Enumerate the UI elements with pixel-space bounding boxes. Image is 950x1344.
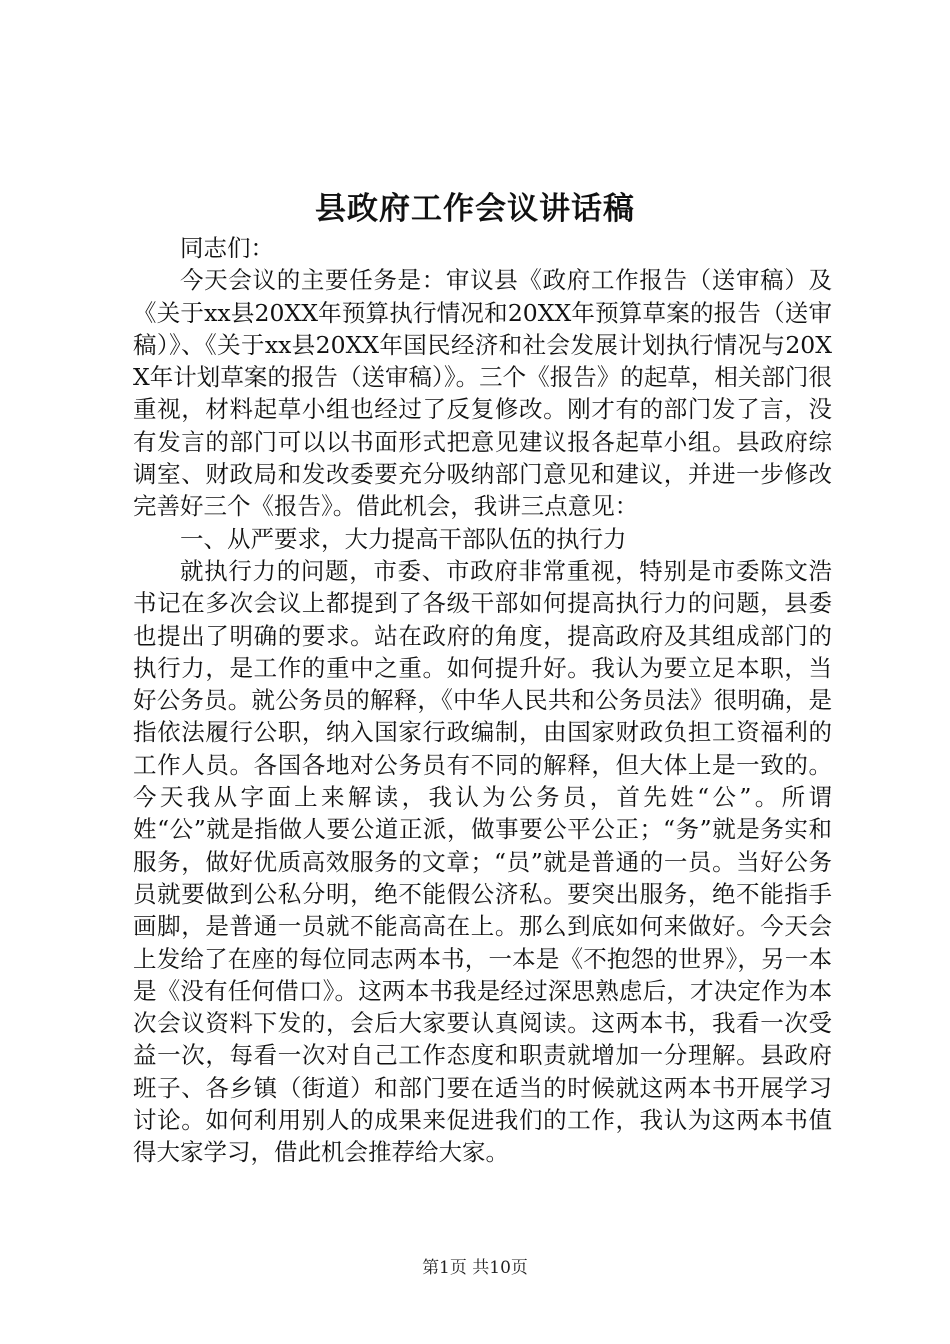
document-body xyxy=(133,232,832,1169)
section-heading: 一、从严要求，大力提高干部队伍的执行力 xyxy=(180,524,627,553)
page-number: 第1页 共10页 xyxy=(422,1258,528,1278)
salutation: 同志们： xyxy=(180,234,274,262)
body-paragraph: 今天会议的主要任务是：审议县《政府工作报告（送审稿）及《关于xx县20XX年预算执行情况和20XX年预算草案的报告（送审稿）》、《关于xx县20XX年国民经济和社会发展计划执行情况与20XX年计划草案的报告（送审稿）》。三个《报告》的起草，相关部门很重视，材料起草小组也经过了反复修改。刚才有的部门发了言，没有发言的部门可以以书面形式把意见建议报各起草小组。县政府综调室、财政局和发改委要充分吸纳部门意见和建议，并进一步修改完善好三个《报告》。借此机会，我讲三点意见： xyxy=(133,266,832,521)
document-title: 县政府工作会议讲话稿 xyxy=(315,191,635,227)
body-paragraph: 就执行力的问题，市委、市政府非常重视，特别是市委陈文浩书记在多次会议上都提到了各级干部如何提高执行力的问题，县委也提出了明确的要求。站在政府的角度，提高政府及其组成部门的执行力，是工作的重中之重。如何提升好。我认为要立足本职，当好公务员。就公务员的解释，《中华人民共和公务员法》很明确，是指依法履行公职，纳入国家行政编制，由国家财政负担工资福利的工作人员。各国各地对公务员有不同的解释，但大体上是一致的。今天我从字面上来解读，我认为公务员，首先姓“公”。所谓姓“公”就是指做人要公道正派，做事要公平公正；“务”就是务实和服务，做好优质高效服务的文章；“员”就是普通的一员。当好公务员就要做到公私分明，绝不能假公济私。要突出服务，绝不能指手画脚，是普通一员就不能高高在上。那么到底如何来做好。今天会上发给了在座的每位同志两本书，一本是《不抱怨的世界》，另一本是《没有任何借口》。这两本书我是经过深思熟虑后，才决定作为本次会议资料下发的，会后大家要认真阅读。这两本书，我看一次受益一次，每看一次对自己工作态度和职责就增加一分理解。县政府班子、各乡镇（街道）和部门要在适当的时候就这两本书开展学习讨论。如何利用别人的成果来促进我们的工作，我认为这两本书值得大家学习，借此机会推荐给大家。 xyxy=(133,556,832,1167)
